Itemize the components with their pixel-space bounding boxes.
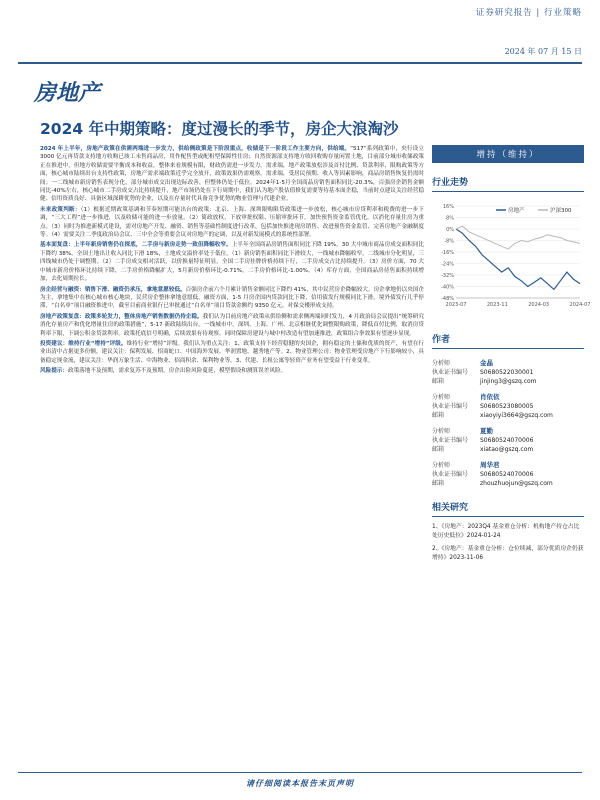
analysts-section-title: 作者: [432, 332, 584, 349]
paragraph-text: “517”系列政策中，央行设立 3000 亿元再贷款支持地方收购已竣工未售商品房，用作配售型或配租型保障性住房；自然资源部支持地方收回收购存量闲置土地，目前部分城市收储政策正在推进中，但地方收储需要平衡成本和收益，整体来看规模有限，财政仍需进一步发力。需求端，地产政策放松涉及首付比例、贷款利率、限购政策等方面，核心城市陆续出台支持性政策，房地产需求端政策近乎完全放开，政策效果仍需观察。需求端，受居民预期、收入等因素影响，商品房销售恢复仍需时间；一二线城市新房销售表现分化，部分城市成交出现边际改善，但整体仍处于低位。2024年1-5月全国商品房销售面积同比-20.3%，百强房企销售金额同比-40%左右，核心城市二手房成交占比持续提升，地产市场仍处在下行周期中，我们认为地产股估值修复需要等待基本面企稳，当前时点建议关注经营稳健、信用资质良好、具备区域深耕优势的企业，以及在存量时代具备竞争优势的物业管理与代建企业。: [40, 146, 424, 203]
sidebar: [432, 145, 591, 563]
analyst-row: [432, 436, 584, 445]
paragraph-text: 政策落地不及预期，需求复苏不及预期，房企出险风险蔓延，模型假设和测算误差风险。: [67, 368, 287, 375]
trend-chart: [432, 198, 591, 316]
paragraph-lead: 风险提示：: [40, 368, 68, 375]
analyst-row: [432, 377, 584, 386]
analyst-key: 分析师: [432, 428, 451, 435]
paragraph-lead: 房地产政策复盘：政策多轮发力，整体房地产销售数据仍待企稳。: [40, 313, 203, 320]
footer-divider: [18, 772, 582, 773]
analyst-list: [432, 359, 584, 488]
x-tick-label: 2023-11: [486, 302, 508, 308]
analyst-name: 周华君: [480, 461, 500, 469]
analyst-key: 邮箱: [432, 378, 445, 385]
body-paragraph: [40, 145, 424, 204]
y-tick-label: -24%: [441, 261, 454, 268]
analyst-row: [432, 479, 584, 488]
legend-label: 房地产: [508, 208, 525, 214]
analyst-row: [432, 359, 584, 368]
analyst-value[interactable]: xiaoyiyi3664@gszq.com: [480, 412, 553, 419]
analyst-card: [432, 359, 584, 386]
paragraph-text: 维持行业“增持”评级。我们认为重点关注：1、政策支持下经营稳健的央国企，拥有稳定的土储和优质的资产，有望在行业出清中占据更多份额，建议关注：保利发展、招商蛇口、中国海外发展、华润置地、越秀地产等。2、物业管理公司：物业管理受房地产下行影响较小，具备稳定现金流，建议关注：华润万象生活、中海物业、招商积余、保利物业等。3、代建、长租公寓等轻资产业务有望受益于行业变革。: [40, 340, 425, 364]
analyst-key: 执业证书编号: [432, 471, 469, 478]
analyst-key: 执业证书编号: [432, 369, 469, 376]
y-tick-label: -48%: [441, 295, 454, 302]
paragraph-lead: 未来政策判断：: [40, 206, 81, 213]
analyst-name: 夏勤: [480, 427, 493, 435]
analyst-card: [432, 461, 584, 488]
body-paragraph: [40, 241, 424, 283]
analyst-key: 分析师: [432, 360, 451, 367]
report-type-label: 证券研究报告 | 行业策略: [475, 8, 582, 18]
analyst-key: 分析师: [432, 462, 451, 469]
analyst-value: S0680523080005: [480, 403, 534, 410]
analyst-row: [432, 461, 584, 470]
analyst-name: 肖依依: [480, 393, 500, 401]
analyst-name: 金晶: [480, 359, 493, 367]
analyst-card: [432, 427, 584, 454]
paragraph-lead: 基本面复盘：上半年新房销售仍在探底，二手房与新房走势一致但降幅收窄。: [40, 242, 232, 249]
analyst-row: [432, 427, 584, 436]
y-tick-label: -8%: [444, 238, 454, 245]
analyst-value[interactable]: jinjing3@gszq.com: [480, 378, 537, 385]
analyst-value[interactable]: xiatao@gszq.com: [480, 446, 534, 453]
trend-section-title: 行业走势: [432, 175, 584, 192]
paragraph-text: 我们认为目前房地产政策从供给侧和需求侧两端同时发力，4 月政治局会议提出“统筹研究消化存量房产和优化增量住房的政策措施”，5·17 新政陆续出台。一线城市中，深圳、上海、广州、北京相继优化调整限购政策，降低首付比例，取消房贷利率下限，下调公积金贷款利率。政策托底信号明确，后续效果有待观察。同时保障房建设与城中村改造有望加速推进，政策组合拳效果有望逐步显现。: [40, 313, 424, 337]
body-paragraph: [40, 286, 424, 311]
x-tick-label: 2023-07: [445, 302, 467, 308]
report-title: 2024 年中期策略：度过漫长的季节，房企大浪淘沙: [40, 120, 399, 138]
y-tick-label: -40%: [441, 284, 454, 291]
related-report-link[interactable]: 2、《房地产：基金重仓分析：仓位续减，部分优质房企仍获增持》2023-11-06: [432, 546, 584, 561]
paragraph-text: 百强房企前六个月累计销售金额同比下降约 41%，其中民营房企降幅较大。房企拿地仍以央国企为主，拿地集中在核心城市核心地块，民营房企整体拿地意愿低。融资方面，1-5 月房企国内贷款同比下降，信用债发行规模同比下滑，境外债发行几乎停滞，“白名单”项目融资推进中，截至目前商业银行已审批通过“白名单”项目贷款金额约 9350 亿元，对保交楼形成支持。: [40, 286, 424, 310]
analyst-value: S0680524070006: [480, 471, 534, 478]
analyst-key: 执业证书编号: [432, 403, 469, 410]
body-paragraph: [40, 340, 424, 365]
body-column: [40, 145, 424, 378]
analyst-row: [432, 411, 584, 420]
paragraph-lead: 2024 年上半年，房地产政策在供需两端进一步发力，供给侧政策是下阶段重点，收储是下一阶段工作主要方向，供给端。: [40, 146, 351, 152]
analyst-row: [432, 368, 584, 377]
analyst-key: 分析师: [432, 394, 451, 401]
analyst-key: 邮箱: [432, 480, 445, 487]
analyst-value: S0680522030001: [480, 369, 534, 376]
related-report-link[interactable]: 1、《房地产：2023Q4 基金重仓分析：机构地产持仓占比处历史低位》2024-01-24: [432, 524, 580, 539]
y-tick-label: -32%: [441, 272, 454, 279]
x-tick-label: 2024-03: [528, 302, 550, 308]
footer-note: 请仔细阅读本报告末页声明: [246, 779, 354, 788]
sector-title: 房地产: [34, 80, 101, 106]
y-tick-label: -16%: [441, 249, 454, 256]
paragraph-lead: 房企经营与融资：销售下滑、融资仍承压，拿地意愿较低。: [40, 286, 186, 293]
related-section-title: 相关研究: [432, 500, 584, 517]
body-paragraph: [40, 367, 424, 375]
y-tick-label: 16%: [442, 203, 454, 210]
rating-badge: 增持（维持）: [432, 145, 584, 163]
y-tick-label: 8%: [446, 215, 454, 222]
x-tick-label: 2024-07: [569, 302, 591, 308]
paragraph-text: （1）根据近期政策基调和节奏短期可能出台的政策：北京、上海、深圳限购限贷政策进一步放松，核心城市房贷利率和税费的进一步下调，“三大工程”进一步推进，以及收储可能的进一步放量。（2）简政放权，下放审批权限、压缩审批环节，加快预售资金监管优化，以消化存量住房为重点。（3）同时为推进新模式建设，需对房地产开发、融资、销售等基础性制度进行改革，包括加快推进现房销售、改进预售资金监管、完善房地产金融制度等。（4）需要关注二季度政治局会议、三中全会等重要会议对房地产的定调，以及对新发展模式的系统性部署。: [40, 206, 424, 239]
header-divider: [18, 62, 582, 64]
analyst-row: [432, 445, 584, 454]
paragraph-text: 上半年全国商品房销售面积同比下降 19%，30 大中城市商品房成交面积同比下降约 38%，全国土地出让收入同比下滑 18%，土地成交溢价率处于低位。（1）新房销售面积同比下滑较大，一线城市降幅收窄，二线城市分化明显，三四线城市仍处于调整期。（2）二手房成交相对活跃，以价换量特征明显，全国二手房挂牌价格持续下行，二手房成交占比持续提升。（3）房价方面，70 大中城市新房价格环比持续下降，二手房价格降幅扩大，5月新房价格环比-0.71%，二手房价格环比-1.00%。（4）库存方面，全国商品房待售面积持续增加，去化周期拉长。: [40, 242, 424, 283]
analyst-card: [432, 393, 584, 420]
paragraph-lead: 投资建议：维持行业“增持”评级。: [40, 340, 127, 347]
analyst-key: 执业证书编号: [432, 437, 469, 444]
analyst-value: S0680524070006: [480, 437, 534, 444]
analyst-key: 邮箱: [432, 446, 445, 453]
y-tick-label: 0%: [446, 226, 454, 233]
analyst-value[interactable]: zhouzhuojun@gszq.com: [480, 480, 553, 487]
body-paragraph: [40, 313, 424, 338]
related-list: [432, 523, 584, 563]
body-paragraph: [40, 206, 424, 240]
analyst-row: [432, 402, 584, 411]
analyst-row: [432, 393, 584, 402]
legend-label: 沪深300: [550, 208, 572, 214]
analyst-row: [432, 470, 584, 479]
analyst-key: 邮箱: [432, 412, 445, 419]
report-date: 2024 年 07 月 15 日: [504, 47, 582, 56]
